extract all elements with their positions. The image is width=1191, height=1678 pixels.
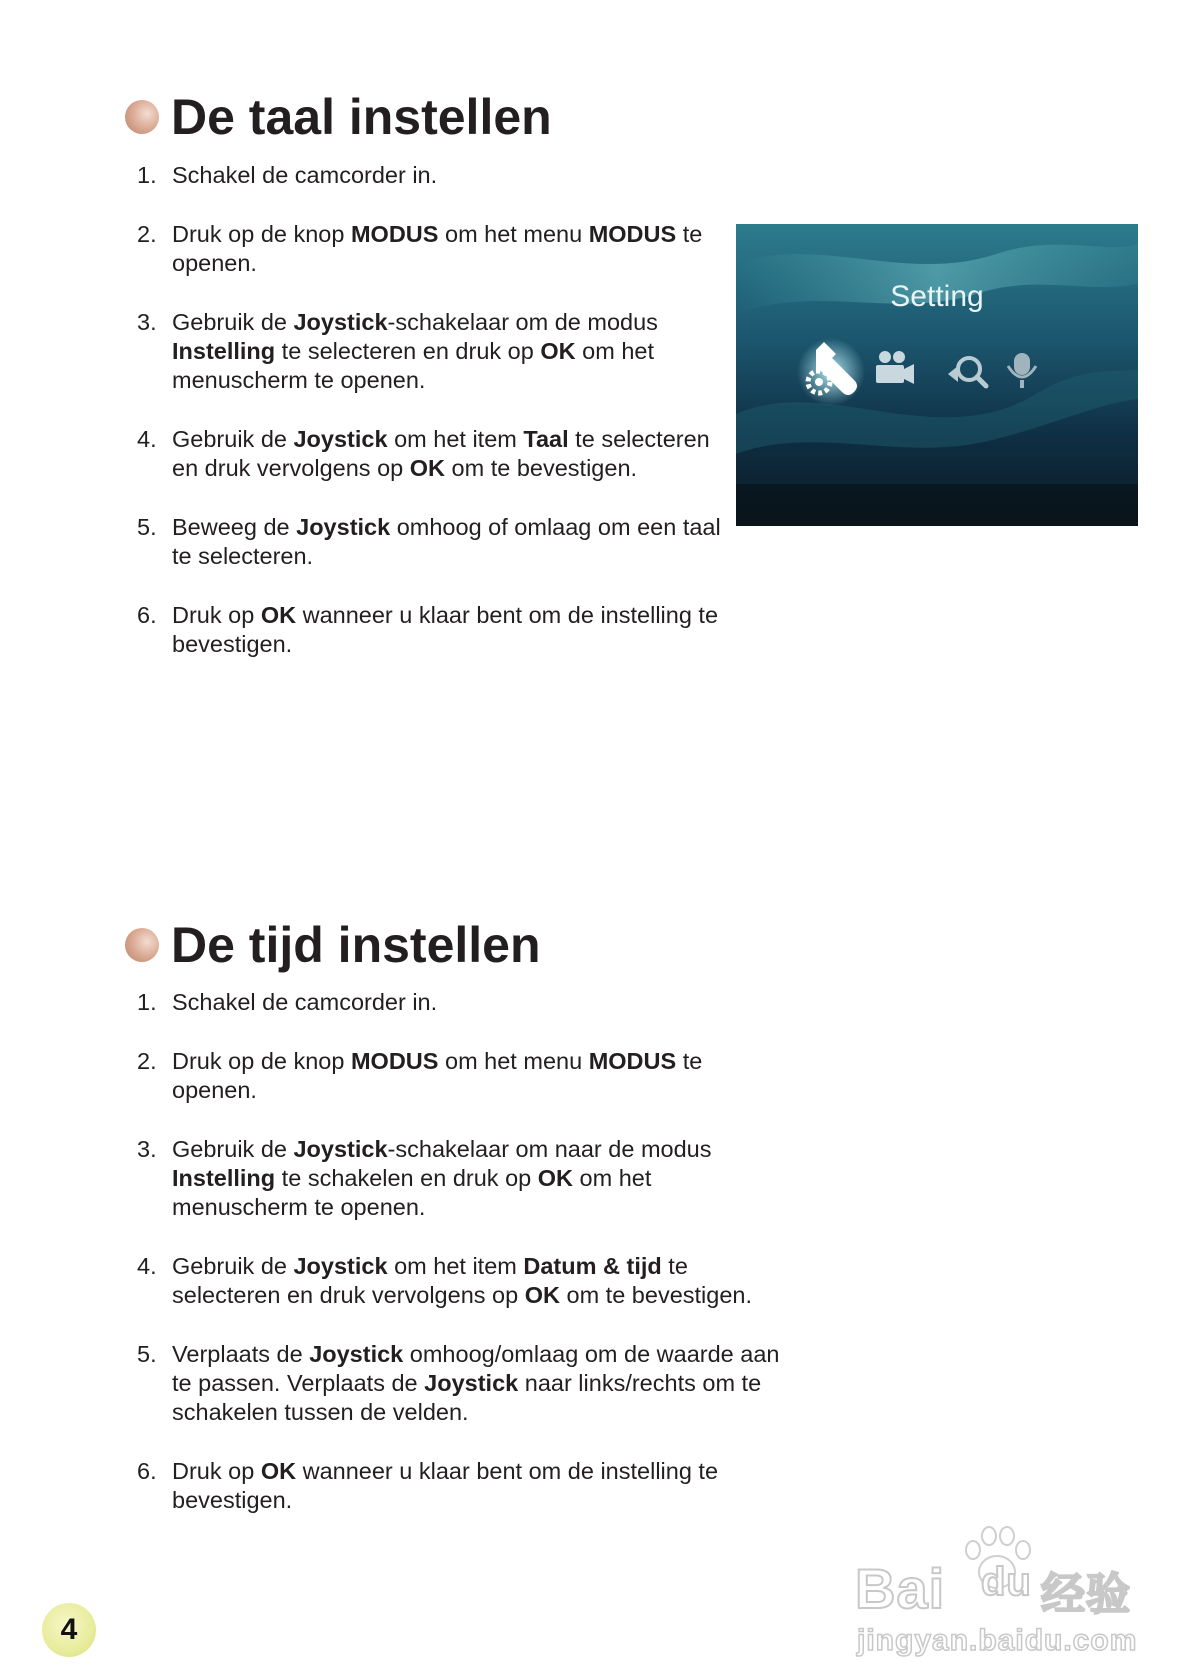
step-number: 3. [137, 309, 157, 335]
step-text: te openen. [172, 221, 703, 276]
step-text: naar links/rechts om te schakelen tussen de velden. [172, 1370, 762, 1425]
step-item [137, 308, 737, 395]
step-keyword: Joystick [293, 1136, 388, 1162]
step-item [137, 513, 737, 571]
step-text: te schakelen en druk op [275, 1165, 538, 1191]
section-heading [125, 88, 552, 146]
step-text: om het menuscherm te openen. [172, 1165, 652, 1220]
step-text: omhoog of omlaag om een taal te selecteren. [172, 514, 721, 569]
step-text: te selecteren en druk op [275, 338, 541, 364]
watermark-url: jingyan.baidu.com [857, 1624, 1138, 1657]
step-keyword: Joystick [293, 426, 388, 452]
step-number: 3. [137, 1136, 157, 1162]
step-item [137, 161, 737, 190]
page-number-text: 4 [60, 1613, 78, 1646]
step-keyword: Datum & tijd [523, 1253, 662, 1279]
step-number: 6. [137, 1458, 157, 1484]
page-number [42, 1603, 96, 1657]
step-keyword: Joystick [424, 1370, 519, 1396]
step-text: Druk op de knop [172, 1048, 351, 1074]
step-text: omhoog/omlaag om de waarde aan te passen. Verplaats de [172, 1341, 780, 1396]
baidu-watermark [855, 1520, 1138, 1660]
step-item [137, 1047, 787, 1105]
step-number: 5. [137, 514, 157, 540]
watermark-cn: 经验 [1041, 1569, 1131, 1620]
step-text: om te bevestigen. [445, 455, 638, 481]
step-text: Schakel de camcorder in. [172, 989, 438, 1015]
step-item [137, 220, 737, 278]
step-text: te selecteren en druk vervolgens op [172, 1253, 688, 1308]
step-keyword: Taal [523, 426, 569, 452]
step-text: om het menu [438, 221, 589, 247]
step-text: wanneer u klaar bent om de instelling te bevestigen. [172, 602, 719, 657]
step-number: 1. [137, 162, 157, 188]
step-item [137, 988, 787, 1017]
section-title: De taal instellen [171, 89, 552, 145]
step-text: -schakelaar om naar de modus [387, 1136, 712, 1162]
step-keyword: Instelling [172, 1165, 276, 1191]
heading-bullet-icon [125, 100, 159, 134]
step-text: Gebruik de [172, 426, 294, 452]
watermark-brand2: du [981, 1560, 1032, 1604]
steps-list [137, 988, 787, 1515]
step-item [137, 1340, 787, 1427]
step-keyword: MODUS [350, 1048, 439, 1074]
step-number: 4. [137, 1253, 157, 1279]
step-keyword: OK [537, 1165, 573, 1191]
step-number: 6. [137, 602, 157, 628]
step-item [137, 1457, 787, 1515]
screen-title: Setting [890, 280, 984, 313]
section-title: De tijd instellen [171, 917, 541, 973]
step-text: -schakelaar om de modus [387, 309, 658, 335]
step-keyword: Joystick [296, 514, 391, 540]
step-text: Gebruik de [172, 309, 294, 335]
step-keyword: MODUS [350, 221, 439, 247]
camcorder-setting-screen [736, 224, 1138, 526]
step-text: om het menuscherm te openen. [172, 338, 654, 393]
steps-list [137, 161, 737, 659]
step-keyword: Joystick [309, 1341, 404, 1367]
step-keyword: Joystick [293, 1253, 388, 1279]
step-keyword: Instelling [172, 338, 276, 364]
step-text: Druk op de knop [172, 221, 351, 247]
heading-bullet-icon [125, 928, 159, 962]
step-item [137, 1135, 787, 1222]
step-text: te selecteren en druk vervolgens op [172, 426, 710, 481]
step-item [137, 1252, 787, 1310]
step-text: wanneer u klaar bent om de instelling te bevestigen. [172, 1458, 719, 1513]
step-number: 2. [137, 1048, 157, 1074]
step-text: om het menu [438, 1048, 589, 1074]
step-number: 2. [137, 221, 157, 247]
step-keyword: OK [409, 455, 446, 481]
step-item [137, 601, 737, 659]
step-text: Gebruik de [172, 1136, 294, 1162]
step-text: Druk op [172, 1458, 261, 1484]
wrench-gear-icon [797, 338, 865, 406]
step-text: Beweeg de [172, 514, 297, 540]
step-text: om het item [387, 1253, 524, 1279]
section-heading [125, 916, 541, 974]
step-text: Schakel de camcorder in. [172, 162, 438, 188]
step-number: 5. [137, 1341, 157, 1367]
step-text: om te bevestigen. [559, 1282, 752, 1308]
step-item [137, 425, 737, 483]
step-text: Verplaats de [172, 1341, 310, 1367]
step-keyword: Joystick [293, 309, 388, 335]
step-text: om het item [387, 426, 524, 452]
step-text: Gebruik de [172, 1253, 294, 1279]
watermark-brand: Bai [855, 1557, 946, 1620]
step-number: 1. [137, 989, 157, 1015]
step-keyword: MODUS [588, 1048, 677, 1074]
step-keyword: OK [260, 602, 297, 628]
step-text: te openen. [172, 1048, 703, 1103]
step-keyword: OK [540, 338, 576, 364]
step-keyword: MODUS [588, 221, 677, 247]
step-number: 4. [137, 426, 157, 452]
step-keyword: OK [524, 1282, 560, 1308]
step-keyword: OK [260, 1458, 297, 1484]
step-text: Druk op [172, 602, 261, 628]
